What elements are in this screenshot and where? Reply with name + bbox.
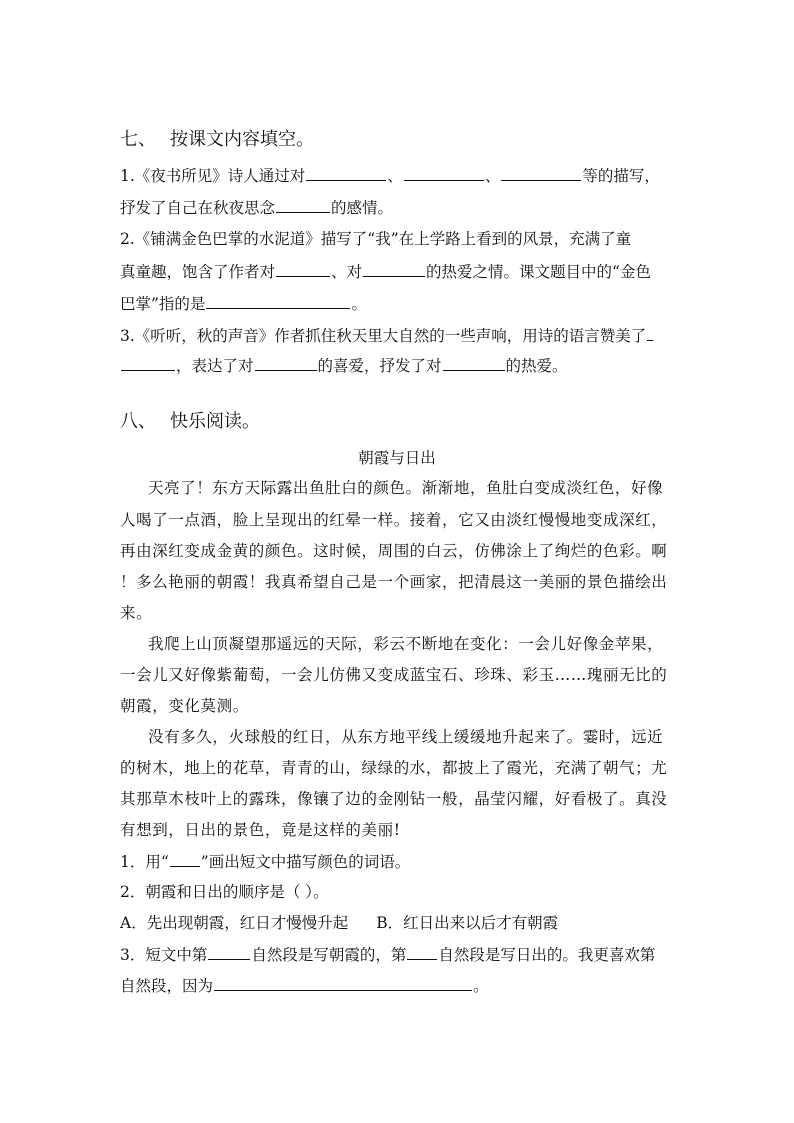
section-8-heading <box>120 410 680 434</box>
passage-p3-line-4: 有想到，日出的景色，竟是这样的美丽! <box>120 821 401 839</box>
passage-p2-line-3: 朝霞，变化莫测。 <box>120 697 249 715</box>
s7-q2-blank-3[interactable] <box>206 293 350 309</box>
passage-p2-line-1: 我爬上山顶凝望那遥远的天际，彩云不断地在变化：一会儿好像金苹果， <box>148 635 664 653</box>
s7-question-1-line-1: 1.《夜书所见》诗人通过对 、 、 等的描写， <box>120 167 660 185</box>
s7-q3-blank-1a[interactable] <box>647 325 653 341</box>
passage-p3-line-3: 其那草木枝叶上的露珠，像镶了边的金刚钻一般，晶莹闪耀，好看极了。真没 <box>120 790 668 808</box>
s8-question-3-line-2: 自然段，因为 。 <box>120 977 489 995</box>
s8-q3-blank-2[interactable] <box>407 944 437 960</box>
s8-question-2: 2．朝霞和日出的顺序是（ ）。 <box>120 883 329 901</box>
section-8-title: 快乐阅读。 <box>170 411 260 432</box>
s8-question-2-options <box>120 913 680 933</box>
passage-p3-line-1: 没有多久，火球般的红日，从东方地平线上缓缓地升起来了。霎时，远近 <box>148 728 664 746</box>
passage-p1-line-3: 再由深红变成金黄的颜色。这时候，周围的白云，仿佛涂上了绚烂的色彩。啊 <box>120 542 668 560</box>
s7-q1-blank-3[interactable] <box>501 165 581 181</box>
s7-q1-blank-1[interactable] <box>306 165 386 181</box>
s7-q1-blank-4[interactable] <box>276 197 330 213</box>
passage-p2-line-2: 一会儿又好像紫葡萄，一会儿仿佛又变成蓝宝石、珍珠、彩玉……瑰丽无比的 <box>120 666 668 684</box>
passage-p1-line-2: 人喝了一点酒，脸上呈现出的红晕一样。接着，它又由淡红慢慢地变成深红， <box>120 511 668 529</box>
s7-q2-blank-2[interactable] <box>363 261 425 277</box>
section-8-number: 八、 <box>120 411 156 432</box>
passage-p1-line-1: 天亮了！东方天际露出鱼肚白的颜色。渐渐地，鱼肚白变成淡红色，好像 <box>148 479 664 497</box>
s7-question-1-line-2: 抒发了自己在秋夜思念 的感情。 <box>120 199 394 217</box>
s7-q3-blank-3[interactable] <box>443 355 505 371</box>
s8-q3-blank-1[interactable] <box>208 944 250 960</box>
s7-question-3-line-2: ，表达了对 的喜爱，抒发了对 的热爱。 <box>120 355 680 376</box>
s7-q1-blank-2[interactable] <box>404 165 484 181</box>
section-7-heading <box>120 128 680 152</box>
option-b[interactable]: B．红日出来以后才有朝霞 <box>376 914 559 932</box>
s8-question-3-line-1: 3．短文中第 自然段是写朝霞的，第 自然段是写日出的。我更喜欢第 <box>120 946 656 964</box>
s7-question-2-line-2: 真童趣，饱含了作者对 、对 的热爱之情。课文题目中的“金色 <box>120 263 651 281</box>
s7-q3-blank-1b[interactable] <box>121 355 175 371</box>
section-7-number: 七、 <box>120 129 156 150</box>
s8-q1-mark-sample <box>170 851 200 867</box>
s7-q2-blank-1[interactable] <box>276 261 330 277</box>
passage-p1-line-5: 来。 <box>120 604 153 622</box>
s8-question-1: 1．用“ ”画出短文中描写颜色的词语。 <box>120 853 411 871</box>
s8-q3-blank-3[interactable] <box>214 975 472 991</box>
passage-title: 朝霞与日出 <box>358 449 436 467</box>
passage-p1-line-4: ！多么艳丽的朝霞！我真希望自己是一个画家，把清晨这一美丽的景色描绘出 <box>120 573 668 591</box>
section-7-title: 按课文内容填空。 <box>170 129 314 150</box>
passage-p3-line-2: 的树木，地上的花草，青青的山，绿绿的水，都披上了霞光，充满了朝气；尤 <box>120 759 668 777</box>
s7-q3-blank-2[interactable] <box>255 355 317 371</box>
s7-question-2-line-1: 2.《铺满金色巴掌的水泥道》描写了“我”在上学路上看到的风景，充满了童 <box>120 230 632 248</box>
s7-question-2-line-3: 巴掌”指的是 。 <box>120 295 367 313</box>
option-a[interactable]: A．先出现朝霞，红日才慢慢升起 <box>120 914 349 932</box>
s7-question-3-line-1: 3.《听听，秋的声音》作者抓住秋天里大自然的一些声响，用诗的语言赞美了 <box>120 325 680 346</box>
